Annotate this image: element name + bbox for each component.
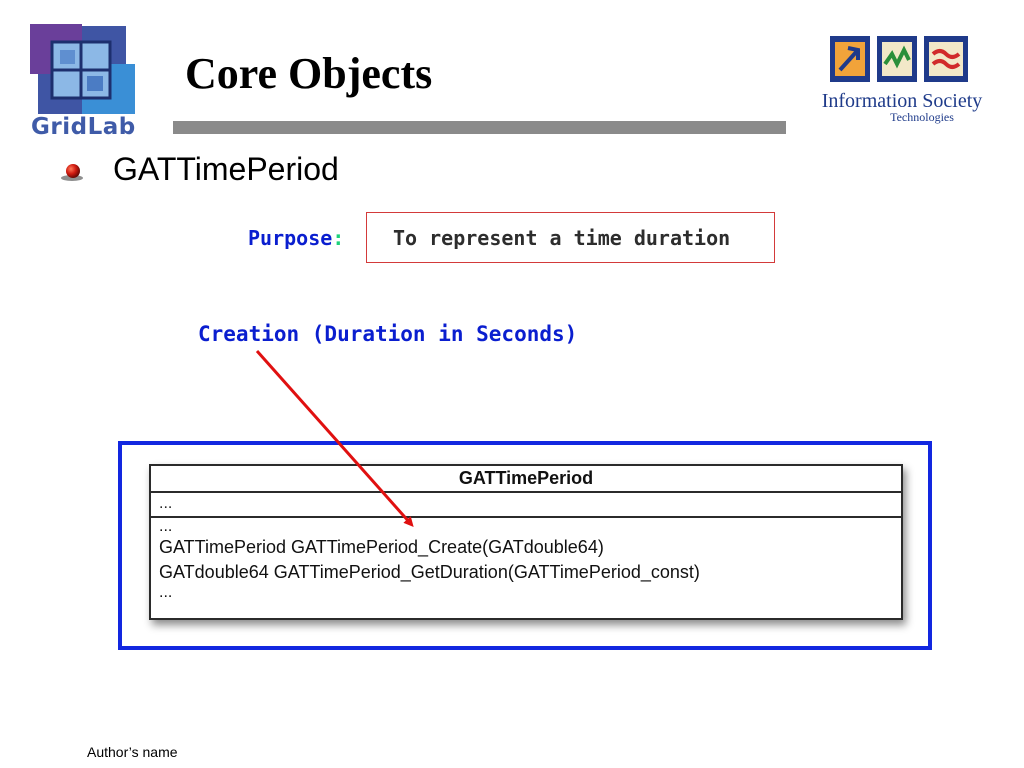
purpose-label — [248, 226, 344, 250]
ist-logo-line2: Technologies — [890, 110, 954, 124]
uml-operations — [151, 518, 901, 601]
footer-author: Author’s name — [87, 744, 178, 760]
ist-logo-line1: Information Society — [821, 90, 983, 112]
purpose-text: To represent a time duration — [393, 226, 731, 250]
gridlab-logo-text-grid: Grid — [31, 114, 88, 140]
page-title: Core Objects — [185, 49, 433, 98]
bullet-icon — [60, 163, 84, 181]
purpose-label-colon: : — [332, 226, 345, 250]
uml-operation: GATdouble64 GATTimePeriod_GetDuration(GATTimePeriod_const) — [159, 562, 700, 582]
uml-operation: ... — [159, 584, 173, 601]
uml-operation: ... — [159, 518, 173, 535]
creation-label: Creation (Duration in Seconds) — [198, 322, 578, 346]
ist-logo-icons — [826, 34, 976, 90]
uml-attributes: ... — [151, 493, 901, 518]
uml-operation: GATTimePeriod GATTimePeriod_Create(GATdouble64) — [159, 537, 604, 557]
title-underline — [173, 121, 786, 134]
uml-class-name: GATTimePeriod — [151, 466, 901, 493]
ist-logo-text — [807, 89, 997, 123]
uml-class-box — [149, 464, 903, 620]
gridlab-logo-text — [31, 114, 136, 140]
bullet-text: GATTimePeriod — [113, 151, 339, 187]
purpose-label-text: Purpose — [248, 226, 333, 250]
gridlab-logo-text-lab: Lab — [87, 114, 136, 140]
